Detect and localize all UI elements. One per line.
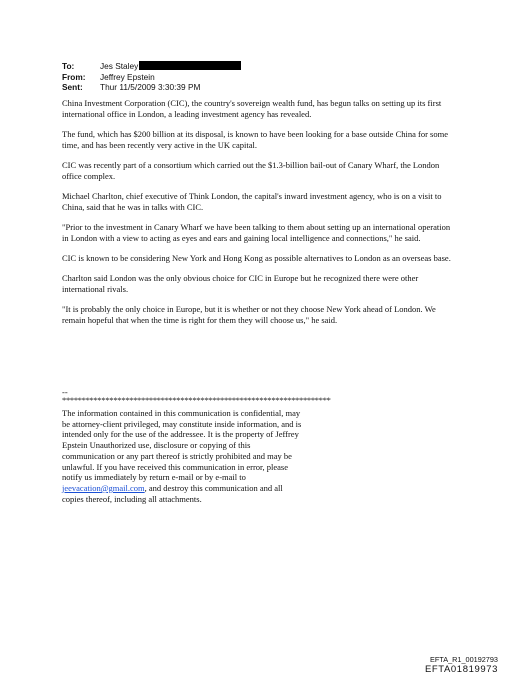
from-row — [62, 72, 241, 83]
to-row — [62, 61, 241, 72]
disclaimer-text-end: , and destroy this communication and all copies thereof, including all attachments. — [62, 482, 283, 504]
email-link[interactable]: jeevacation@gmail.com — [62, 482, 145, 493]
sent-row — [62, 82, 241, 93]
bates-number-small: EFTA_R1_00192793 — [429, 655, 498, 664]
signature-dash: -- — [62, 387, 68, 397]
from-label: From: — [62, 71, 86, 82]
redaction-bar — [139, 61, 241, 70]
body-paragraph: The fund, which has $200 billion at its disposal, is known to have been looking for a base outside China for some time, and has been recently very active in the UK capital. — [62, 129, 448, 150]
body-paragraph: Charlton said London was the only obvious choice for CIC in Europe but he recognized there were other international rivals. — [62, 273, 419, 294]
disclaimer-text: The information contained in this communication is confidential, may be attorney-client privileged, may constitute inside information, and is intended only for the use of the addressee. It is the property of Jeffrey Epstein Unauthorized use, disclosure or copying of this communication or any part thereof is strictly prohibited and may be unlawful. If you have received this communication in error, please notify us immediately by return e-mail or by e-mail to — [62, 408, 302, 483]
signature-block — [62, 388, 362, 504]
body-paragraph: "It is probably the only choice in Europe, but it is whether or not they choose New York ahead of London. We remain hopeful that when the time is right for them they will choose us," he said. — [62, 304, 436, 325]
to-label: To: — [62, 61, 75, 71]
from-value: Jeffrey Epstein — [100, 71, 155, 82]
body-paragraph: CIC is known to be considering New York and Hong Kong as possible alternatives to London as an overseas base. — [62, 253, 451, 263]
confidentiality-disclaimer — [62, 408, 302, 504]
sent-label: Sent: — [62, 82, 83, 93]
email-header — [62, 61, 241, 93]
body-paragraph: China Investment Corporation (CIC), the country's sovereign wealth fund, has begun talks on setting up its first international office in London, a leading investment agency has revealed. — [62, 98, 442, 119]
body-paragraph: "Prior to the investment in Canary Wharf we have been talking to them about setting up an international operation in London with a view to acting as eyes and ears and gaining local intelligence and connections," he said. — [62, 222, 451, 243]
body-paragraph: CIC was recently part of a consortium which carried out the $1.3-billion bail-out of Canary Wharf, the London office complex. — [62, 160, 440, 181]
sent-value: Thur 11/5/2009 3:30:39 PM — [100, 82, 201, 93]
email-body — [62, 98, 457, 335]
page-footer — [425, 655, 498, 675]
to-value: Jes Staley — [100, 61, 139, 71]
bates-number-large: EFTA01819973 — [424, 664, 498, 675]
body-paragraph: Michael Charlton, chief executive of Think London, the capital's inward investment agency, who is on a visit to China, said that he was in talks with CIC. — [62, 191, 442, 212]
signature-stars-divider: ******************************************************************** — [62, 396, 331, 405]
